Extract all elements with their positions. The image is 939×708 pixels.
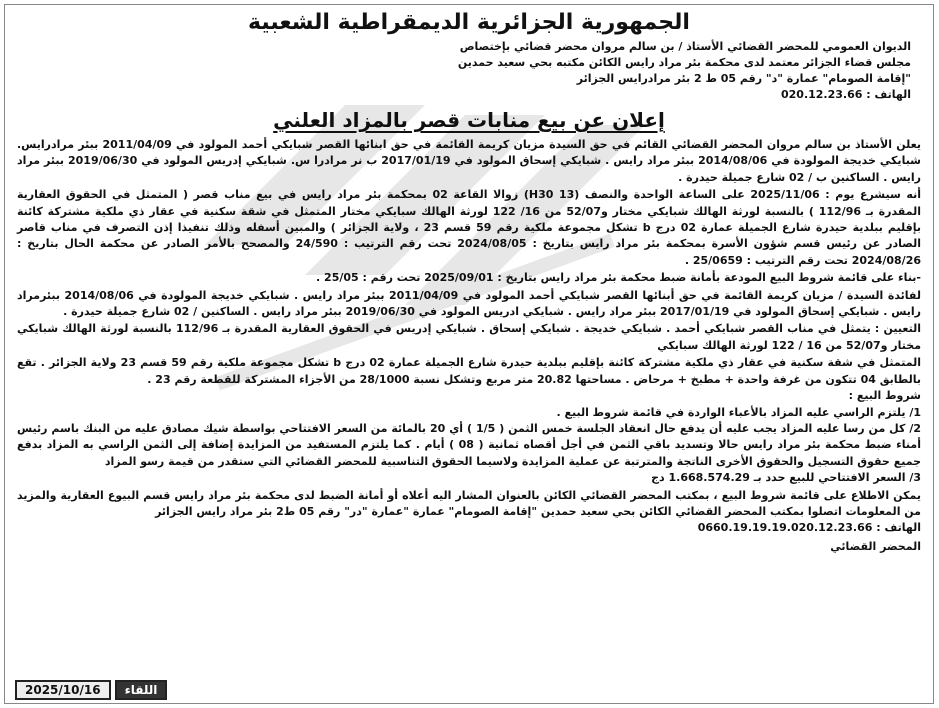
office-line-1: الديوان العمومي للمحضر القضائي الأستاذ / بن سالم مروان محضر قضائي بإختصاص	[459, 40, 911, 53]
paragraph-conditions-list: -بناء على قائمة شروط البيع المودعة بأمانة ضبط محكمة بئر مراد رايس بتاريخ : 2025/09/01 تحت رقم : 25/05 .	[316, 271, 921, 285]
newspaper-name: اللقاء	[115, 680, 168, 700]
paragraph-contact-phone: الهاتف : 0660.19.19.19.020.12.23.66	[697, 521, 921, 535]
office-line-3: "إقامة الصومام" عمارة "د" رقم 05 ط 2 بئر مرادرايس الجزائر	[576, 72, 911, 85]
paragraph-term-2: 2/ كل من رسا عليه المزاد يجب عليه أن يدفع حال انعقاد الجلسة خمس الثمن ( 1/5 ) أي 20 بالمائة من السعر الافتتاحي بواسطة شيك مصادق عليه من البنك باسم رئيس أمناء ضبط محكمة بئر مراد رايس حالا وتسديد باقي الثمن في أجل أقصاه ثمانية ( 08 ) أيام . كما يلتزم المستفيد من المزايدة إضافة إلى الثمن الراسي به المزاد بدفع جميع حقوق التسجيل والحقوق الأخرى الناتجة والمترتبة عن عملية المزايدة ولاسيما الحقوق التناسبية للمحضر القضائي التي ستقدر من قيمة رسو المزاد	[17, 421, 921, 468]
paragraph-contact: يمكن الاطلاع على قائمة شروط البيع ، بمكتب المحضر القضائي الكائن بالعنوان المشار اليه أعلاه أو أمانة الضبط لدى محكمة بئر مراد رايس قسم البيوع العقارية والمزيد من المعلومات اتصلوا بمكتب المحضر القضائي الكائن بحي سعيد حمدين "إقامة الصومام" عمارة "عمارة "در" رقم 05 ط2 بئر مراد رايس الجزائر	[17, 488, 921, 518]
legal-notice-page	[4, 4, 934, 704]
office-line-2: مجلس قضاء الجزائر معتمد لدى محكمة بئر مراد رايس الكائن مكتبه بحي سعيد حمدين	[457, 56, 911, 69]
paragraph-designation: التعيين : يتمثل في مناب القصر شبايكي أحمد . شبايكي خديجة . شبايكي إسحاق . شبايكي إدريس في الحقوق العقارية المقدرة بـ 112/96 بالنسبة لورثة الهالك شبايكي مختار و52/07 من 16 / 122 لورثة الهالك سبايكي	[17, 322, 921, 352]
paragraph-sale-terms-heading: شروط البيع :	[848, 389, 921, 403]
paragraph-sale-date: أنه سيشرع يوم : 2025/11/06 على الساعة الواحدة والنصف (13 H30) زوالا القاعة 02 بمحكمة بئر مراد رايس في بيع مناب قصر ( المتمثل في الحقوق العقارية المقدرة بـ 112/96 ) بالنسبة لورثة الهالك شبايكي مختار و52/07 من 16/ 122 لورثة الهالك سبايكي مختار المتمثل في شقة سكنية في عقار ذي ملكية مشتركة كائنة بإقليم ببلدية حيدرة شارع الجميلة عمارة 02 درج b تشكل مجموعة ملكية رقم 59 قسم 23 ، ولاية الجزائر ) والمبين أسفله وذلك تنفيذا إذن التصرف في مناب قاصر الصادر عن رئيس قسم شؤون الأسرة بمحكمة بئر مراد رايس بتاريخ : 2024/08/05 تحت رقم الترتيب : 24/590 والمصحح بالأمر الصادر عن محكمة الحال بتاريخ : 2024/08/26 تحت رقم الترتيب : 25/0659 .	[17, 188, 921, 267]
republic-title: الجمهورية الجزائرية الديمقراطية الشعبية	[248, 10, 690, 35]
paragraph-beneficiary: لفائدة السيدة / مزيان كريمة القائمة في حق أبنائها القصر شبايكي أحمد المولود في 2011/04/09 ببئر مراد رايس . شبايكي خديجة المولودة في 2014/08/06 ببئرمراد رايس . شبايكي إسحاق المولود في 2017/01/19 ببئر مراد رايس . شبايكي ادريس المولود في 2019/06/30 ببئر مراد رايس . الساكنين / 02 شارع جميلة حيدرة .	[17, 288, 921, 319]
signer-label: المحضر القضائي	[830, 539, 921, 553]
announcement-title: إعلان عن بيع منابات قصر بالمزاد العلني	[273, 108, 665, 132]
paragraph-term-3: 3/ السعر الافتتاحي للبيع حدد بـ 1.668.574.29 دج	[651, 471, 921, 485]
office-phone: الهاتف : 020.12.23.66	[780, 88, 911, 101]
publication-date: 2025/10/16	[15, 680, 111, 700]
publication-footer	[15, 680, 167, 700]
paragraph-term-1: 1/ يلتزم الراسي عليه المزاد بالأعباء الواردة في قائمة شروط البيع .	[556, 405, 921, 419]
paragraph-property: المتمثل في شقة سكنية في عقار ذي ملكية مشتركة كائنة بإقليم ببلدية حيدرة شارع الجميلة عمارة 02 درج b تشكل مجموعة ملكية رقم 59 قسم 23 ولاية الجزائر . تقع بالطابق 04 تتكون من غرفة واحدة + مطبخ + مرحاض . مساحتها 20.82 متر مربع وتشكل نسبة 28/1000 من الأجزاء المشتركة للقطعة رقم 23 .	[17, 356, 921, 386]
paragraph-announcer: يعلن الأستاذ بن سالم مروان المحضر القضائي القائم في حق السيدة مزيان كريمة القائمة في حق ابنائها القصر شبايكي أحمد المولود في 2011/04/09 ببئر مرادرايس. شبايكي خديجة المولودة في 2014/08/06 ببئر مراد رايس . شبايكي إسحاق المولود في 2017/01/19 ب نر مرادرا س. شبايكي إدريس المولود في 2019/06/30 ببئر مراد رايس . الساكنين ب / 02 شارع جميلة حيدرة .	[17, 138, 922, 184]
